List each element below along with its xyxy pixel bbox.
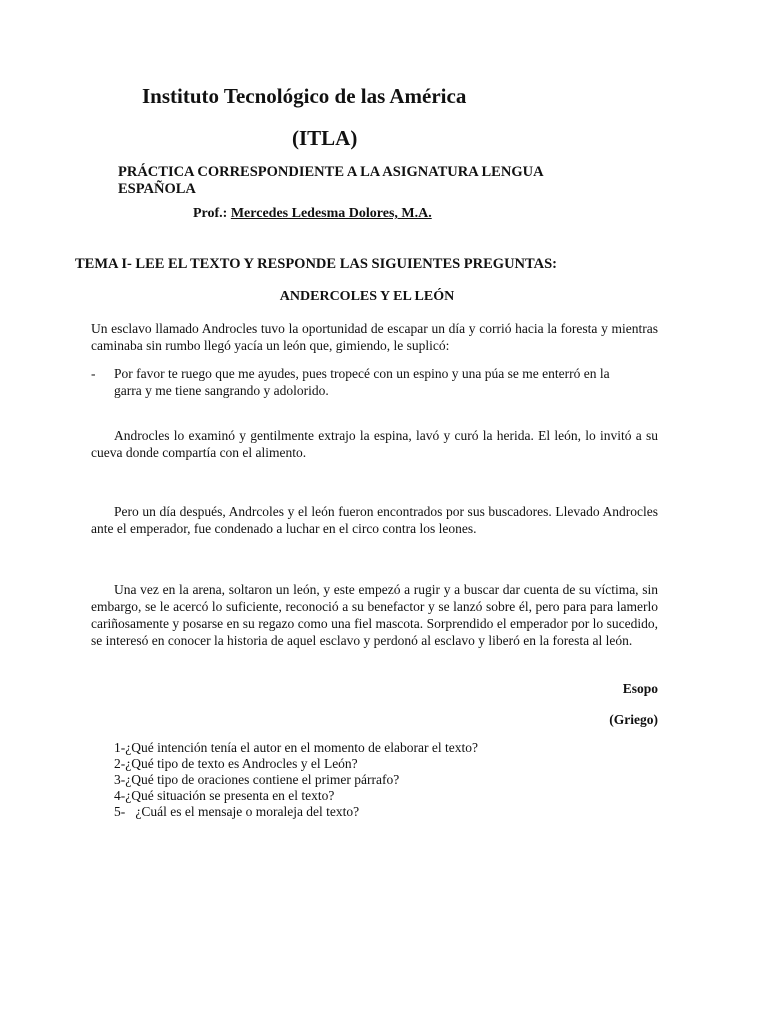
story-paragraph-1: Un esclavo llamado Androcles tuvo la oportunidad de escapar un día y corrió hacia la foresta y mientras caminaba sin rumbo llegó yacía un león que, gimiendo, le suplicó:	[91, 321, 658, 353]
question-item	[114, 788, 478, 804]
question-item	[114, 804, 478, 820]
institute-acronym: (ITLA)	[292, 126, 358, 150]
story-paragraph-4: Una vez en la arena, soltaron un león, y este empezó a rugir y a buscar dar cuenta de su víctima, sin embargo, se le acercó lo suficiente, reconoció a su benefactor y se lanzó sobre él, pero para para lamerlo cariñosamente y posarse en su regazo como una fiel mascota. Sorprendido el emperador por lo sucedido, se interesó en conocer la historia de aquel esclavo y perdonó al esclavo y liberó en la foresta al león.	[91, 582, 658, 648]
question-text: ¿Qué tipo de texto es Androcles y el León?	[125, 756, 358, 771]
question-number: 4-	[114, 788, 126, 803]
question-number: 3-	[114, 772, 126, 787]
question-item	[114, 740, 478, 756]
question-item	[114, 772, 478, 788]
story-origin: (Griego)	[609, 712, 658, 727]
question-number: 1-	[114, 740, 126, 755]
questions-list	[114, 740, 478, 820]
dialogue-dash: -	[91, 366, 96, 381]
question-text: ¿Qué situación se presenta en el texto?	[125, 788, 335, 803]
question-text: ¿Qué intención tenía el autor en el momento de elaborar el texto?	[125, 740, 478, 755]
professor-label: Prof.:	[193, 206, 228, 221]
question-text: ¿Cuál es el mensaje o moraleja del texto?	[135, 804, 360, 819]
story-author: Esopo	[622, 681, 658, 696]
tema-heading: TEMA I- LEE EL TEXTO Y RESPONDE LAS SIGUIENTES PREGUNTAS:	[75, 256, 557, 272]
question-item	[114, 756, 478, 772]
story-paragraph-3: Pero un día después, Andrcoles y el león fueron encontrados por sus buscadores. Llevado Androcles ante el emperador, fue condenado a luchar en el circo contra los leones.	[91, 504, 658, 536]
institute-title: Instituto Tecnológico de las América	[142, 84, 467, 108]
dialogue-item	[91, 365, 658, 399]
dialogue-text: Por favor te ruego que me ayudes, pues tropecé con un espino y una púa se me enterró en la garra y me tiene sangrando y adolorido.	[114, 366, 610, 398]
story-title: ANDERCOLES Y EL LEÓN	[279, 289, 455, 304]
professor-name: Mercedes Ledesma Dolores, M.A.	[230, 206, 432, 221]
practice-heading: PRÁCTICA CORRESPONDIENTE A LA ASIGNATURA LENGUA ESPAÑOLA	[118, 164, 543, 197]
question-number: 2-	[114, 756, 126, 771]
story-paragraph-2: Androcles lo examinó y gentilmente extrajo la espina, lavó y curó la herida. El león, lo invitó a su cueva donde compartía con el alimento.	[91, 428, 658, 460]
question-number: 5-	[114, 804, 136, 819]
question-text: ¿Qué tipo de oraciones contiene el primer párrafo?	[125, 772, 400, 787]
professor-line	[193, 206, 432, 222]
